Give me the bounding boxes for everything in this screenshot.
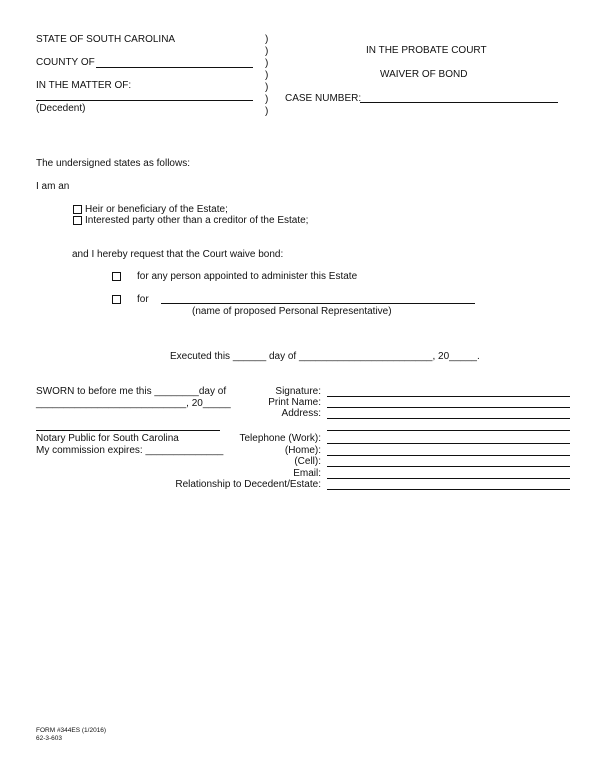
case-number-field[interactable] — [360, 102, 558, 103]
telephone-cell-label: (Cell): — [294, 456, 321, 467]
form-id: FORM #344ES (1/2016) — [36, 727, 107, 734]
signature-field[interactable] — [327, 396, 570, 397]
request-text: and I hereby request that the Court waive bond: — [72, 249, 284, 260]
notary-signature-field[interactable] — [36, 430, 220, 431]
telephone-home-field[interactable] — [327, 455, 570, 456]
county-field[interactable] — [96, 67, 253, 68]
heir-checkbox[interactable] — [73, 205, 82, 214]
address-field-line-2[interactable] — [327, 430, 570, 431]
telephone-work-field[interactable] — [327, 443, 570, 444]
sworn-text: SWORN to before me this ________day of — [36, 386, 227, 397]
email-label: Email: — [293, 468, 321, 479]
decedent-label: (Decedent) — [36, 103, 86, 114]
matter-label: IN THE MATTER OF: — [36, 80, 132, 91]
i-am-text: I am an — [36, 181, 70, 192]
signature-label: Signature: — [275, 386, 321, 397]
waive-named-person-checkbox[interactable] — [112, 295, 121, 304]
address-field[interactable] — [327, 418, 570, 419]
state-heading: STATE OF SOUTH CAROLINA — [36, 34, 176, 45]
heir-option-label: Heir or beneficiary of the Estate; — [85, 204, 228, 215]
email-field[interactable] — [327, 478, 570, 479]
court-heading: IN THE PROBATE COURT — [366, 45, 487, 56]
form-title: WAIVER OF BOND — [380, 69, 468, 80]
sworn-year-text: ___________________________, 20_____ — [36, 398, 231, 409]
waive-any-person-checkbox[interactable] — [112, 272, 121, 281]
waive-for-label: for — [137, 294, 149, 305]
county-label: COUNTY OF — [36, 57, 95, 68]
telephone-cell-field[interactable] — [327, 466, 570, 467]
pr-caption: (name of proposed Personal Representative) — [192, 306, 392, 317]
interested-party-option-label: Interested party other than a creditor of the Estate; — [85, 215, 309, 226]
case-number-label: CASE NUMBER: — [285, 93, 362, 104]
address-label: Address: — [281, 408, 321, 419]
print-name-label: Print Name: — [268, 397, 321, 408]
print-name-field[interactable] — [327, 407, 570, 408]
notary-title: Notary Public for South Carolina — [36, 433, 179, 444]
relationship-field[interactable] — [327, 489, 570, 490]
parenthesis-column: ) ) ) ) ) ) ) — [265, 34, 269, 117]
intro-text: The undersigned states as follows: — [36, 158, 190, 169]
waive-any-person-label: for any person appointed to administer this Estate — [137, 271, 358, 282]
commission-expires: My commission expires: ______________ — [36, 445, 224, 456]
decedent-name-field[interactable] — [36, 100, 253, 101]
interested-party-checkbox[interactable] — [73, 216, 82, 225]
telephone-home-label: (Home): — [284, 445, 321, 456]
relationship-label: Relationship to Decedent/Estate: — [175, 479, 321, 490]
personal-representative-field[interactable] — [161, 303, 475, 304]
statute-ref: 62-3-603 — [36, 735, 63, 742]
telephone-work-label: Telephone (Work): — [239, 433, 321, 444]
executed-line: Executed this ______ day of ________________________, 20_____. — [170, 351, 480, 362]
